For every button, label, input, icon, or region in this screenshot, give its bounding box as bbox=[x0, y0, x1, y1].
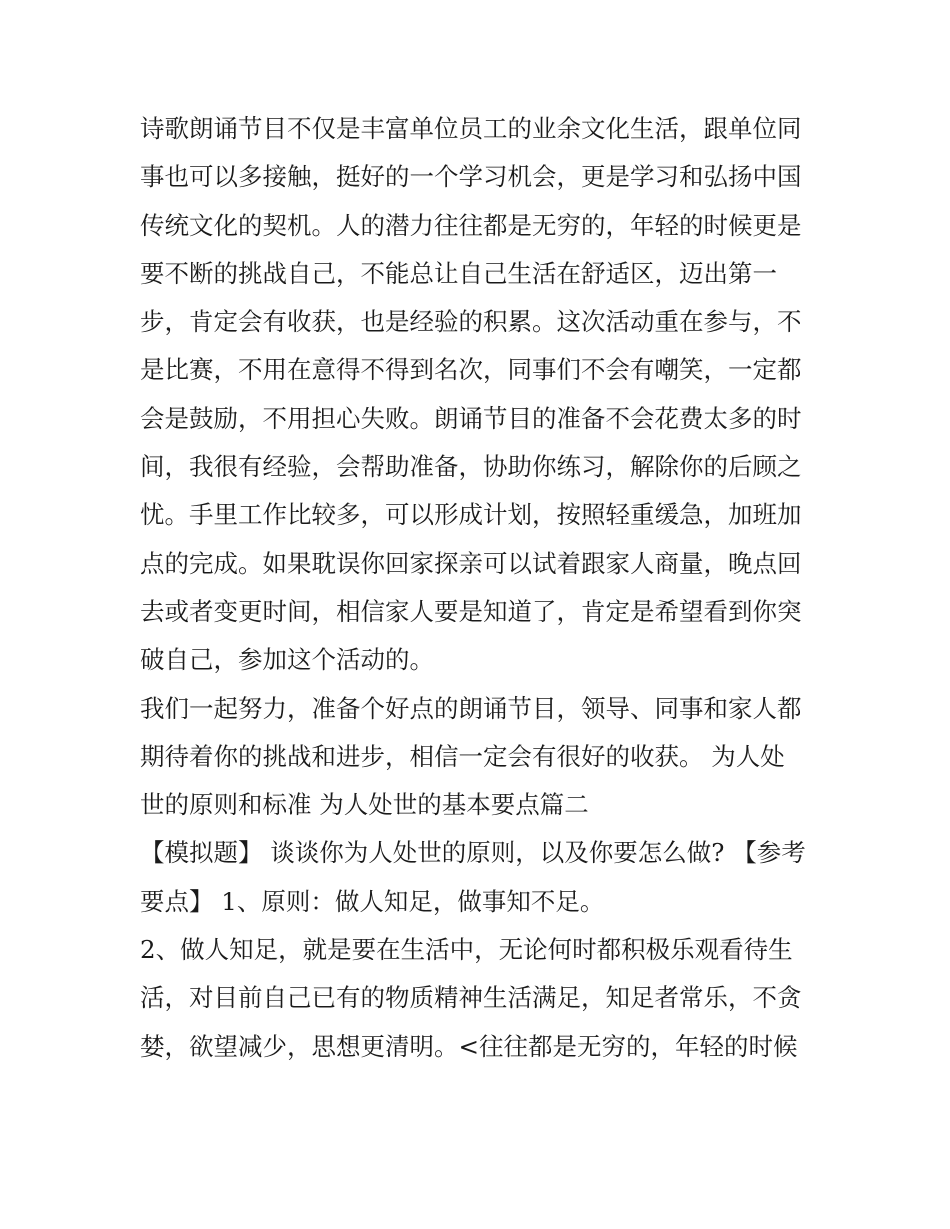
text-line: 忧。手里工作比较多，可以形成计划，按照轻重缓急，加班加 bbox=[140, 500, 802, 530]
text-line: 点的完成。如果耽误你回家探亲可以试着跟家人商量，晚点回 bbox=[140, 548, 802, 578]
text-line: 【模拟题】 谈谈你为人处世的原则，以及你要怎么做? 【参考 bbox=[140, 838, 806, 868]
text-line: 步，肯定会有收获，也是经验的积累。这次活动重在参与，不 bbox=[140, 307, 802, 337]
text-line: 去或者变更时间，相信家人要是知道了，肯定是希望看到你突 bbox=[140, 596, 802, 626]
text-line: 会是鼓励，不用担心失败。朗诵节目的准备不会花费太多的时 bbox=[140, 403, 802, 433]
text-line: 2、做人知足，就是要在生活中，无论何时都积极乐观看待生 bbox=[140, 935, 793, 965]
text-line: 世的原则和标准 为人处世的基本要点篇二 bbox=[140, 790, 589, 820]
document-body bbox=[140, 105, 820, 1071]
text-line: 活，对目前自己已有的物质精神生活满足，知足者常乐，不贪 bbox=[140, 983, 802, 1013]
text-line: 传统文化的契机。人的潜力往往都是无穷的，年轻的时候更是 bbox=[140, 210, 802, 240]
text-line: 是比赛，不用在意得不得到名次，同事们不会有嘲笑，一定都 bbox=[140, 355, 802, 385]
text-line: 期待着你的挑战和进步，相信一定会有很好的收获。 为人处 bbox=[140, 741, 785, 771]
text-line: 事也可以多接触，挺好的一个学习机会，更是学习和弘扬中国 bbox=[140, 162, 802, 192]
text-line: 要点】 1、原则：做人知足，做事知不足。 bbox=[140, 886, 605, 916]
text-line: 我们一起努力，准备个好点的朗诵节目，领导、同事和家人都 bbox=[140, 693, 802, 723]
text-line: 破自己，参加这个活动的。 bbox=[140, 645, 434, 675]
text-line: 婪，欲望减少，思想更清明。<往往都是无穷的，年轻的时候 bbox=[140, 1031, 798, 1061]
text-line: 间，我很有经验，会帮助准备，协助你练习，解除你的后顾之 bbox=[140, 452, 802, 482]
text-line: 诗歌朗诵节目不仅是丰富单位员工的业余文化生活，跟单位同 bbox=[140, 114, 802, 143]
text-line: 要不断的挑战自己，不能总让自己生活在舒适区，迈出第一 bbox=[140, 258, 777, 288]
